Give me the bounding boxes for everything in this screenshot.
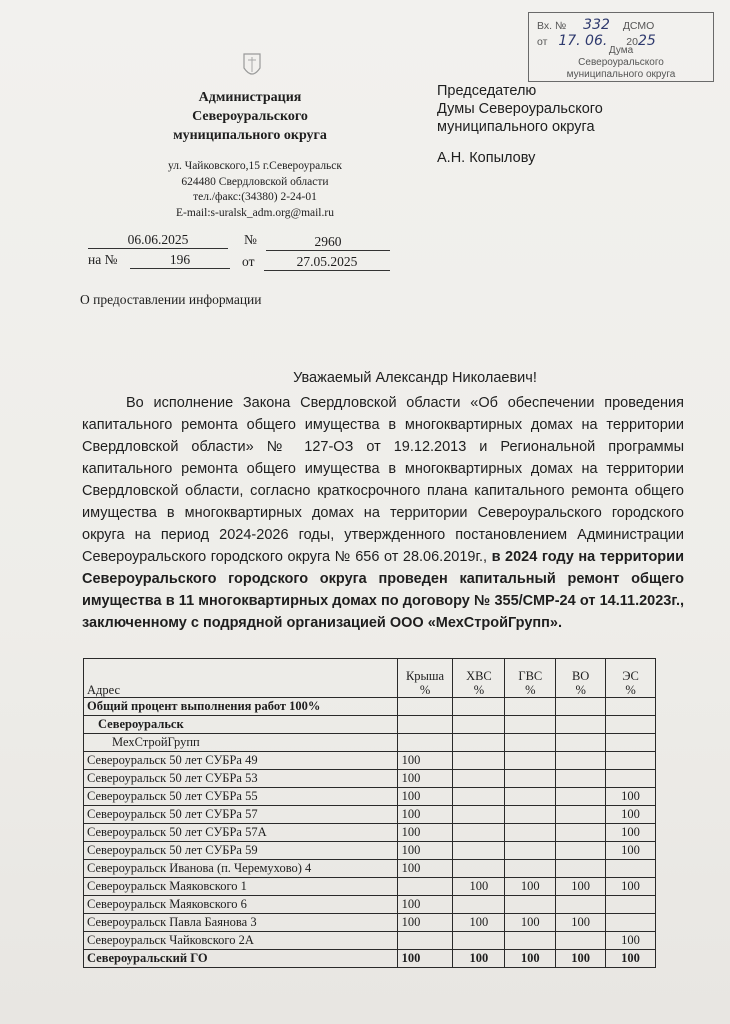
header-hvs: ХВС %: [453, 659, 505, 698]
row-address: Североуральск 50 лет СУБРа 57А: [84, 824, 398, 842]
row-value-vo: [556, 842, 606, 860]
total-value-gvs: 100: [505, 950, 556, 968]
row-value-roof: 100: [397, 770, 453, 788]
total-value-vo: 100: [556, 950, 606, 968]
row-value-es: [606, 752, 656, 770]
table-header-row: [84, 659, 656, 698]
row-value-es: 100: [606, 878, 656, 896]
row-value-gvs: [505, 860, 556, 878]
row-value-roof: 100: [397, 860, 453, 878]
row-value-roof: 100: [397, 842, 453, 860]
row-value-es: 100: [606, 842, 656, 860]
row-value-es: [606, 896, 656, 914]
table-row: [84, 896, 656, 914]
city-row: Североуральск: [84, 716, 656, 734]
row-value-gvs: [505, 788, 556, 806]
header-address: Адрес: [84, 659, 398, 698]
reference-number-label: на №: [88, 252, 118, 267]
table-row: [84, 932, 656, 950]
row-value-es: [606, 914, 656, 932]
header-vo: ВО %: [556, 659, 606, 698]
header-roof: Крыша %: [397, 659, 453, 698]
row-value-vo: [556, 932, 606, 950]
total-value-es: 100: [606, 950, 656, 968]
header-gvs: ГВС %: [505, 659, 556, 698]
outgoing-date: 06.06.2025: [88, 232, 228, 249]
row-value-gvs: [505, 752, 556, 770]
row-value-es: 100: [606, 788, 656, 806]
row-address: Североуральск 50 лет СУБРа 49: [84, 752, 398, 770]
row-value-hvs: [453, 932, 505, 950]
row-address: Североуральск 50 лет СУБРа 57: [84, 806, 398, 824]
row-value-vo: [556, 896, 606, 914]
outgoing-number: 2960: [266, 234, 390, 251]
reference-number: 196: [130, 252, 230, 269]
coat-of-arms-icon: [232, 50, 272, 86]
table-row: [84, 824, 656, 842]
row-value-hvs: [453, 806, 505, 824]
recipient-title: Председателю Думы Североуральского муниципального округа: [437, 83, 603, 135]
row-value-vo: [556, 860, 606, 878]
repair-table: [83, 658, 656, 968]
row-value-roof: [397, 932, 453, 950]
row-address: Североуральск Павла Баянова 3: [84, 914, 398, 932]
row-address: Североуральск Чайковского 2А: [84, 932, 398, 950]
table-row: [84, 770, 656, 788]
row-value-hvs: [453, 752, 505, 770]
row-value-roof: 100: [397, 788, 453, 806]
row-value-vo: 100: [556, 878, 606, 896]
row-value-vo: [556, 752, 606, 770]
row-value-gvs: [505, 842, 556, 860]
header-es: ЭС %: [606, 659, 656, 698]
row-value-roof: [397, 878, 453, 896]
subject-line: О предоставлении информации: [80, 292, 262, 307]
row-value-hvs: [453, 860, 505, 878]
row-value-gvs: [505, 806, 556, 824]
row-value-hvs: 100: [453, 878, 505, 896]
row-address: Североуральск Иванова (п. Черемухово) 4: [84, 860, 398, 878]
row-address: Североуральск 50 лет СУБРа 55: [84, 788, 398, 806]
table-row: [84, 914, 656, 932]
row-value-vo: [556, 788, 606, 806]
row-value-roof: 100: [397, 824, 453, 842]
row-value-hvs: [453, 770, 505, 788]
row-value-es: [606, 860, 656, 878]
row-value-hvs: [453, 788, 505, 806]
recipient-name: А.Н. Копылову: [437, 150, 536, 166]
reference-date-label: от: [242, 254, 255, 269]
total-value-roof: 100: [397, 950, 453, 968]
row-value-gvs: 100: [505, 914, 556, 932]
row-value-es: [606, 770, 656, 788]
row-value-hvs: [453, 824, 505, 842]
summary-row: Общий процент выполнения работ 100%: [84, 698, 656, 716]
row-value-vo: [556, 770, 606, 788]
total-label: Североуральский ГО: [84, 950, 398, 968]
row-value-vo: [556, 806, 606, 824]
total-value-hvs: 100: [453, 950, 505, 968]
row-value-es: 100: [606, 932, 656, 950]
row-address: Североуральск Маяковского 6: [84, 896, 398, 914]
row-value-vo: [556, 824, 606, 842]
sender-org-name: Администрация Североуральского муниципального округа: [173, 90, 327, 143]
row-value-gvs: [505, 824, 556, 842]
table-row: [84, 878, 656, 896]
row-value-roof: 100: [397, 914, 453, 932]
row-value-gvs: 100: [505, 878, 556, 896]
row-value-hvs: 100: [453, 914, 505, 932]
row-address: Североуральск 50 лет СУБРа 59: [84, 842, 398, 860]
row-address: Североуральск 50 лет СУБРа 53: [84, 770, 398, 788]
row-value-gvs: [505, 896, 556, 914]
row-value-hvs: [453, 842, 505, 860]
row-value-hvs: [453, 896, 505, 914]
table-row: [84, 860, 656, 878]
reference-date: 27.05.2025: [264, 254, 390, 271]
contractor-row: МехСтройГрупп: [84, 734, 656, 752]
row-value-es: 100: [606, 806, 656, 824]
table-row: [84, 806, 656, 824]
table-row: [84, 752, 656, 770]
body-paragraph: Во исполнение Закона Свердловской области «Об обеспечении проведения капитального ремонта общего имущества в многоквартирных домах на территории Свердловской области» № 127-ОЗ от 19.12.2013 и Региональной программы капитального ремонта общего имущества в многоквартирных домах на территории Свердловской области, согласно краткосрочного плана капитального ремонта общего имущества в многоквартирных домах на территории Североуральского городского округа на период 2024-2026 годы, утвержденного постановлением Администрации Североуральского городского округа № 656 от 28.06.2019г., в 2024 году на территории Североуральского городского округа проведен капитальный ремонт общего имущества в 11 многоквартирных домах по договору № 355/СМР-24 от 14.11.2023г., заключенному с подрядной организацией ООО «МехСтройГрупп».: [82, 395, 684, 631]
row-address: Североуральск Маяковского 1: [84, 878, 398, 896]
row-value-roof: 100: [397, 806, 453, 824]
table-row: [84, 788, 656, 806]
outgoing-number-label: №: [244, 232, 257, 247]
sender-address: ул. Чайковского,15 г.Североуральск 624480 Свердловской области тел./факс:(34380) 2-24-01 E-mail:s-uralsk_adm.org@mail.ru: [168, 160, 342, 219]
row-value-gvs: [505, 770, 556, 788]
row-value-es: 100: [606, 824, 656, 842]
incoming-stamp: Вх. № 332 ДСМО от 17. 06. 2025 Дума Североуральского муниципального округа: [528, 12, 714, 82]
row-value-roof: 100: [397, 896, 453, 914]
total-row: [84, 950, 656, 968]
row-value-roof: 100: [397, 752, 453, 770]
greeting: Уважаемый Александр Николаевич!: [293, 370, 537, 386]
row-value-vo: 100: [556, 914, 606, 932]
row-value-gvs: [505, 932, 556, 950]
table-row: [84, 842, 656, 860]
